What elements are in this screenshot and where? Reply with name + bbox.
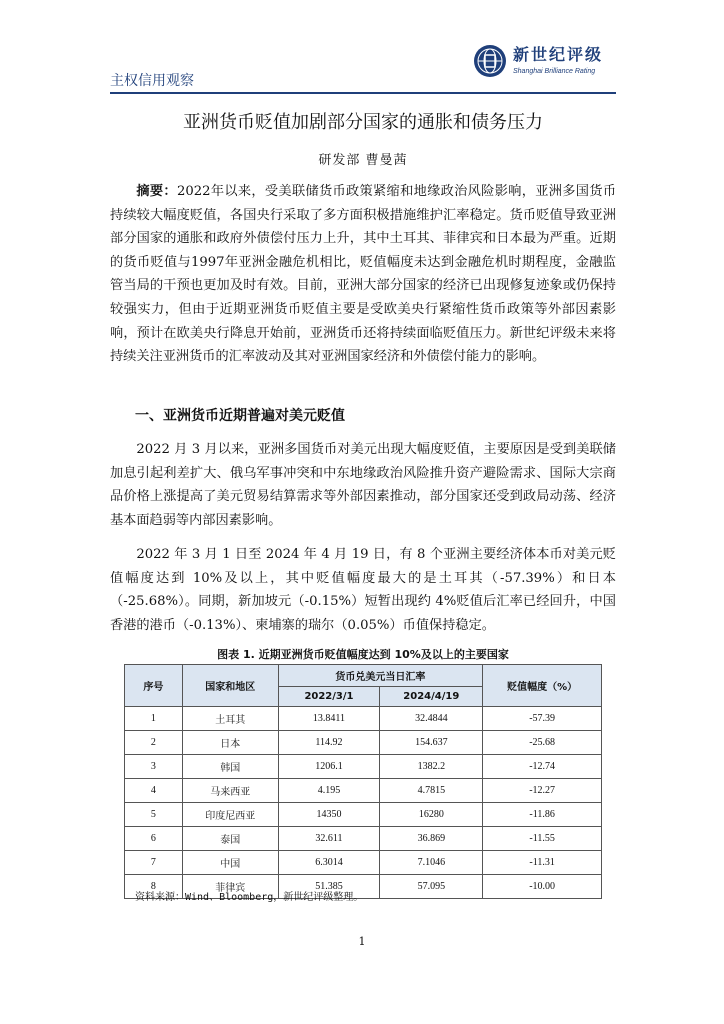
cell-rate-2024: 36.869 (380, 827, 483, 851)
cell-no: 6 (125, 827, 183, 851)
cell-country: 菲律宾 (182, 875, 278, 899)
cell-country: 土耳其 (182, 707, 278, 731)
logo-english-name: Shanghai Brilliance Rating (513, 68, 596, 75)
header-country: 国家和地区 (182, 665, 278, 707)
cell-country: 马来西亚 (182, 779, 278, 803)
cell-rate-2024: 154.637 (380, 731, 483, 755)
body-paragraph-1: 2022 月 3 月以来，亚洲多国货币对美元出现大幅度贬值，主要原因是受到美联储加息引起利差扩大、俄乌军事冲突和中东地缘政治风险推升资产避险需求、国际大宗商品价格上涨提高了美元贸易结算需求等外部因素推动，部分国家还受到政局动荡、经济基本面趋弱等内部因素影响。 (110, 442, 616, 528)
table-row (125, 755, 602, 779)
abstract-paragraph (110, 180, 616, 369)
cell-rate-2022: 13.8411 (278, 707, 380, 731)
header-section-label: 主权信用观察 (110, 73, 194, 89)
cell-country: 印度尼西亚 (182, 803, 278, 827)
cell-rate-2024: 32.4844 (380, 707, 483, 731)
cell-rate-2022: 32.611 (278, 827, 380, 851)
cell-change: -12.74 (483, 755, 602, 779)
page-title: 亚洲货币贬值加剧部分国家的通胀和债务压力 (183, 112, 543, 133)
table-row (125, 851, 602, 875)
table-row (125, 803, 602, 827)
author-line: 研发部 曹曼茜 (318, 153, 408, 168)
cell-rate-2022: 51.385 (278, 875, 380, 899)
header-no: 序号 (125, 665, 183, 707)
logo-chinese-name: 新世纪评级 (513, 45, 604, 64)
header-divider (110, 92, 616, 94)
body-paragraph-2: 2022 年 3 月 1 日至 2024 年 4 月 19 日，有 8 个亚洲主要经济体本币对美元贬值幅度达到 10%及以上，其中贬值幅度最大的是土耳其（-57.39%）和日本（-25.68%）。同期，新加坡元（-0.15%）短暂出现约 4%贬值后汇率已经回升，中国香港的港币（-0.13%）、柬埔寨的瑞尔（0.05%）币值保持稳定。 (110, 547, 616, 633)
cell-country: 泰国 (182, 827, 278, 851)
section-heading: 一、亚洲货币近期普遍对美元贬值 (135, 408, 345, 424)
cell-change: -10.00 (483, 875, 602, 899)
cell-change: -25.68 (483, 731, 602, 755)
cell-change: -11.31 (483, 851, 602, 875)
cell-rate-2024: 4.7815 (380, 779, 483, 803)
cell-rate-2022: 114.92 (278, 731, 380, 755)
currency-table (124, 664, 602, 899)
table-row (125, 827, 602, 851)
page-number: 1 (358, 935, 366, 948)
table-source-note: 资料来源：Wind、Bloomberg，新世纪评级整理。 (135, 892, 364, 903)
abstract-label: 摘要： (136, 184, 177, 199)
table-row (125, 707, 602, 731)
cell-no: 5 (125, 803, 183, 827)
table-row (125, 779, 602, 803)
cell-no: 3 (125, 755, 183, 779)
cell-rate-2024: 7.1046 (380, 851, 483, 875)
cell-change: -11.86 (483, 803, 602, 827)
cell-no: 1 (125, 707, 183, 731)
cell-change: -12.27 (483, 779, 602, 803)
header-rate-group: 货币兑美元当日汇率 (278, 665, 483, 687)
cell-no: 7 (125, 851, 183, 875)
table-caption: 图表 1. 近期亚洲货币贬值幅度达到 10%及以上的主要国家 (217, 648, 509, 661)
brand-logo (473, 44, 603, 78)
header-date-2: 2024/4/19 (380, 687, 483, 707)
cell-country: 日本 (182, 731, 278, 755)
cell-country: 中国 (182, 851, 278, 875)
cell-no: 2 (125, 731, 183, 755)
header-date-1: 2022/3/1 (278, 687, 380, 707)
cell-rate-2022: 1206.1 (278, 755, 380, 779)
cell-no: 8 (125, 875, 183, 899)
cell-rate-2022: 4.195 (278, 779, 380, 803)
cell-rate-2024: 57.095 (380, 875, 483, 899)
globe-logo-icon (473, 44, 507, 78)
cell-rate-2024: 16280 (380, 803, 483, 827)
cell-change: -57.39 (483, 707, 602, 731)
cell-country: 韩国 (182, 755, 278, 779)
abstract-text: 2022年以来，受美联储货币政策紧缩和地缘政治风险影响，亚洲多国货币持续较大幅度贬值，各国央行采取了多方面积极措施维护汇率稳定。货币贬值导致亚洲部分国家的通胀和政府外债偿付压力上升，其中土耳其、菲律宾和日本最为严重。近期的货币贬值与1997年亚洲金融危机相比，贬值幅度未达到金融危机时期程度，金融监管当局的干预也更加及时有效。目前，亚洲大部分国家的经济已出现修复迹象或仍保持较强实力，但由于近期亚洲货币贬值主要是受欧美央行紧缩性货币政策等外部因素影响，预计在欧美央行降息开始前，亚洲货币还将持续面临贬值压力。新世纪评级未来将持续关注亚洲货币的汇率波动及其对亚洲国家经济和外债偿付能力的影响。 (110, 184, 617, 365)
cell-no: 4 (125, 779, 183, 803)
cell-rate-2022: 14350 (278, 803, 380, 827)
table-row (125, 731, 602, 755)
cell-rate-2022: 6.3014 (278, 851, 380, 875)
header-change: 贬值幅度（%） (483, 665, 602, 707)
cell-change: -11.55 (483, 827, 602, 851)
cell-rate-2024: 1382.2 (380, 755, 483, 779)
